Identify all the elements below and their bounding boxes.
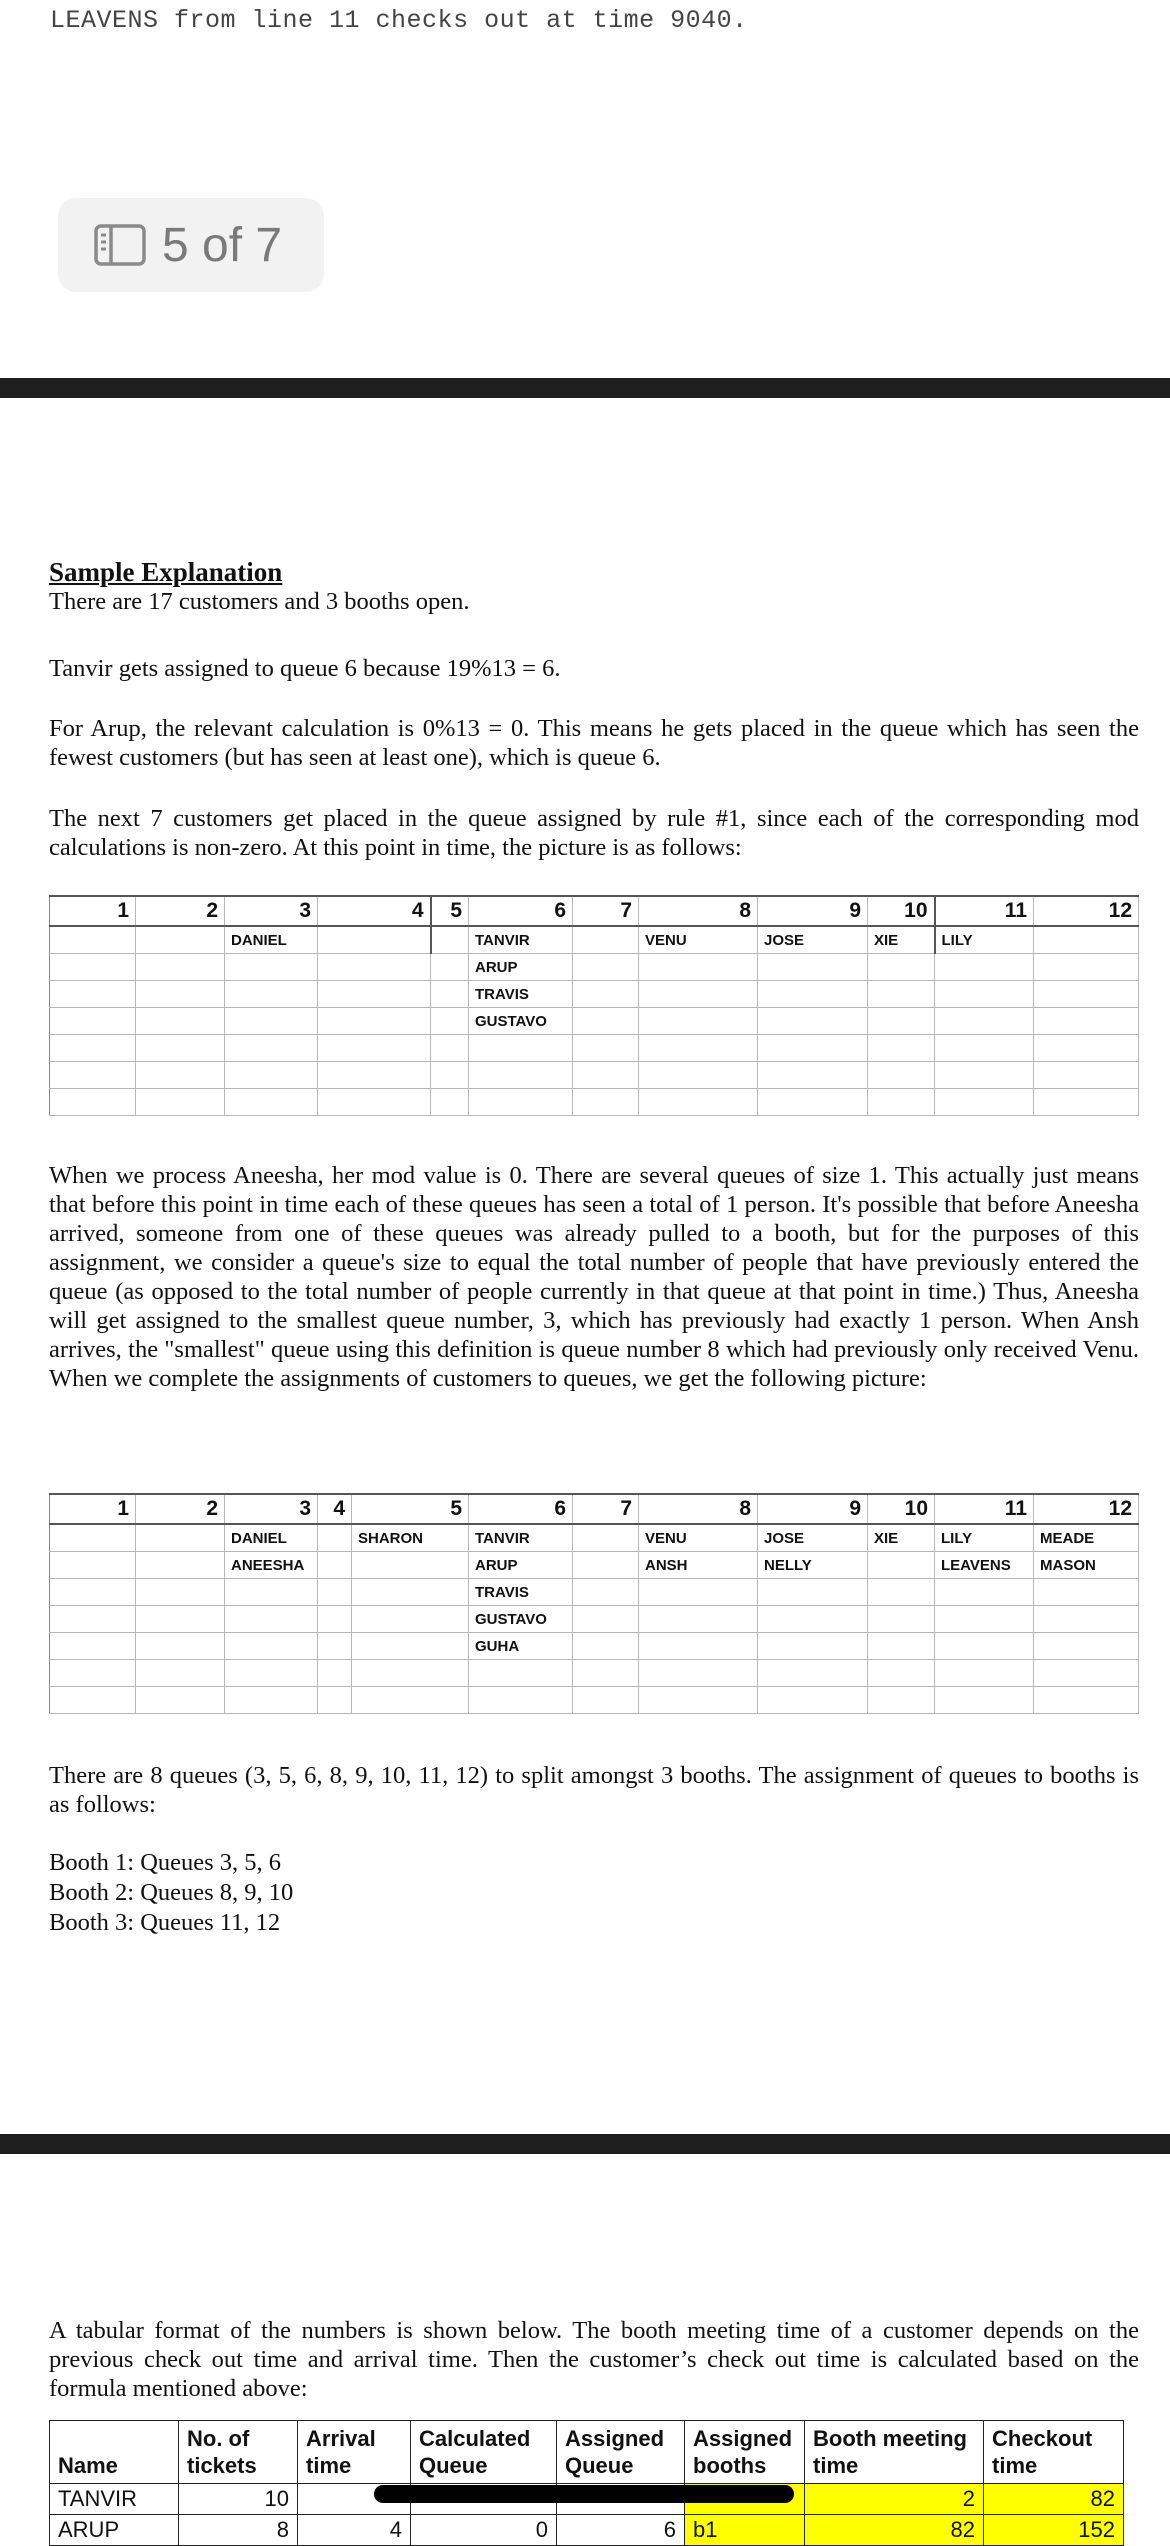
table-row [50,2515,1124,2546]
queue-cell [136,1579,225,1606]
queue-cell [136,1035,225,1062]
queue-cell: MASON [1034,1552,1139,1579]
checkout-summary-table [49,2420,1124,2546]
queue-cell [225,954,318,981]
queue-cell [431,926,469,954]
queue-cell [469,1089,573,1116]
queue-cell [639,981,758,1008]
queue-cell [136,1062,225,1089]
queue-cell [935,1089,1034,1116]
queue-cell [573,1062,639,1089]
queue-number: 10 [868,896,935,926]
cell-arrival: 4 [298,2515,411,2546]
queue-cell [639,1579,758,1606]
header-checkout-time: Checkout time [984,2421,1124,2484]
queue-cell [1034,1660,1139,1687]
header-tickets: No. of tickets [179,2421,298,2484]
queue-cell [573,1633,639,1660]
queue-cell [868,1687,935,1714]
queue-cell [225,1089,318,1116]
queue-cell [1034,1089,1139,1116]
queue-cell [758,1660,868,1687]
queue-cell [573,981,639,1008]
queue-cell: LILY [935,1524,1034,1552]
queue-cell [318,1606,352,1633]
queue-cell [573,926,639,954]
queue-cell [352,1579,469,1606]
top-text-line: LEAVENS from line 11 checks out at time 9040. [50,6,748,35]
queue-cell [1034,1687,1139,1714]
paragraph-aneesha: When we process Aneesha, her mod value is 0. There are several queues of size 1. This actually just means that before this point in time each of these queues has seen a total of 1 person. It's possible that before Aneesha arrived, someone from one of these queues was already pulled to a booth, but for the purposes of this assignment, we consider a queue's size to equal the total number of people that have previously entered the queue (as opposed to the total number of people currently in that queue at that point in time.) Thus, Aneesha will get assigned to the smallest queue number, 3, which has previously had exactly 1 person. When Ansh arrives, the "smallest" queue using this definition is queue number 8 which had previously only received Venu. When we complete the assignments of customers to queues, we get the following picture: [49,1162,1139,1392]
queue-number: 11 [935,896,1034,926]
queue-cell: ARUP [469,1552,573,1579]
queue-number: 11 [935,1494,1034,1524]
queue-cell [573,1008,639,1035]
queue-cell [573,1524,639,1552]
queue-cell [225,1008,318,1035]
queue-cell [136,1606,225,1633]
queue-cell [935,1687,1034,1714]
queue-row [50,954,1139,981]
queue-cell [352,1660,469,1687]
queue-cell [935,1062,1034,1089]
queue-cell [318,1687,352,1714]
cell-checkout-time: 82 [984,2484,1124,2515]
queue-cell [50,981,136,1008]
queue-cell [225,1660,318,1687]
queue-number: 2 [136,896,225,926]
queue-number: 5 [431,896,469,926]
queue-cell: TRAVIS [469,981,573,1008]
header-assigned-queue: Assigned Queue [557,2421,685,2484]
queue-cell [352,1687,469,1714]
booth-assignment-item: Booth 2: Queues 8, 9, 10 [49,1879,294,1906]
redaction-mark [374,2485,794,2503]
queue-cell: GUSTAVO [469,1008,573,1035]
section-heading: Sample Explanation [49,557,283,587]
cell-name: ARUP [50,2515,179,2546]
queue-cell [758,1579,868,1606]
cell-assigned-booth: b1 [685,2515,805,2546]
queue-cell: TANVIR [469,1524,573,1552]
cell-tickets: 10 [179,2484,298,2515]
queue-cell [639,1008,758,1035]
queue-number: 7 [573,896,639,926]
page-divider [0,378,1170,398]
queue-cell: XIE [868,926,935,954]
queue-cell [318,1633,352,1660]
queue-cell [136,1633,225,1660]
queue-cell [573,1687,639,1714]
queue-cell: TRAVIS [469,1579,573,1606]
page-indicator[interactable] [58,198,324,292]
queue-table-complete [49,1493,1139,1714]
queue-number: 1 [50,1494,136,1524]
header-calculated-queue: Calculated Queue [411,2421,557,2484]
queue-cell [1034,1579,1139,1606]
queue-cell [868,1089,935,1116]
queue-cell [318,1008,431,1035]
queue-cell [573,1579,639,1606]
queue-cell [318,1062,431,1089]
queue-number: 8 [639,896,758,926]
queue-cell [136,1552,225,1579]
page-divider [0,2134,1170,2154]
queue-row [50,1633,1139,1660]
queue-row [50,1089,1139,1116]
queue-cell [136,926,225,954]
queue-cell [573,1606,639,1633]
page-indicator-label: 5 of 7 [162,218,283,272]
queue-cell [50,1062,136,1089]
queue-cell [352,1552,469,1579]
queue-cell [431,1062,469,1089]
queue-cell [50,1089,136,1116]
queue-cell [868,1606,935,1633]
queue-cell: JOSE [758,926,868,954]
queue-cell [573,1660,639,1687]
queue-row [50,1035,1139,1062]
queue-cell [136,1687,225,1714]
queue-cell [935,1606,1034,1633]
queue-cell: XIE [868,1524,935,1552]
cell-calculated-queue: 0 [411,2515,557,2546]
queue-cell [136,1089,225,1116]
queue-cell [639,1687,758,1714]
queue-cell [868,1660,935,1687]
cell-meeting-time: 82 [805,2515,984,2546]
queue-cell [1034,1062,1139,1089]
queue-cell [225,1062,318,1089]
queue-cell: DANIEL [225,926,318,954]
queue-row [50,1660,1139,1687]
queue-row [50,1524,1139,1552]
queue-cell [639,1660,758,1687]
header-booth-meeting-time: Booth meeting time [805,2421,984,2484]
queue-cell [225,981,318,1008]
queue-cell [352,1606,469,1633]
queue-cell [639,1606,758,1633]
queue-number: 6 [469,1494,573,1524]
paragraph-queue-split: There are 8 queues (3, 5, 6, 8, 9, 10, 11, 12) to split amongst 3 booths. The assignment of queues to booths is as follows: [49,1762,1139,1818]
queue-cell [352,1633,469,1660]
queue-cell [639,1062,758,1089]
queue-cell [136,954,225,981]
queue-cell [758,1687,868,1714]
cell-checkout-time: 152 [984,2515,1124,2546]
queue-cell [758,954,868,981]
queue-cell [935,1035,1034,1062]
queue-cell [935,954,1034,981]
queue-number: 10 [868,1494,935,1524]
queue-cell [573,1089,639,1116]
booth-assignment-item: Booth 1: Queues 3, 5, 6 [49,1849,282,1876]
queue-number: 6 [469,896,573,926]
header-arrival: Arrival time [298,2421,411,2484]
booth-assignment-item: Booth 3: Queues 11, 12 [49,1909,281,1936]
summary-header-row [50,2421,1124,2484]
queue-cell [758,1089,868,1116]
queue-cell [431,1008,469,1035]
queue-cell [50,1660,136,1687]
queue-cell [1034,981,1139,1008]
queue-cell [758,1008,868,1035]
queue-number: 1 [50,896,136,926]
queue-cell: GUHA [469,1633,573,1660]
queue-number: 9 [758,896,868,926]
queue-cell [318,1552,352,1579]
queue-cell: TANVIR [469,926,573,954]
queue-cell [50,1552,136,1579]
queue-cell [573,954,639,981]
queue-cell [225,1579,318,1606]
queue-cell [136,1660,225,1687]
queue-header-row [50,896,1139,926]
queue-cell [318,981,431,1008]
queue-row [50,1552,1139,1579]
queue-number: 9 [758,1494,868,1524]
queue-cell [431,1089,469,1116]
cell-meeting-time: 2 [805,2484,984,2515]
paragraph-customers: There are 17 customers and 3 booths open. [49,588,470,615]
queue-cell [1034,954,1139,981]
queue-cell [639,954,758,981]
queue-number: 4 [318,896,431,926]
queue-cell [758,1035,868,1062]
queue-cell [1034,1035,1139,1062]
queue-number: 7 [573,1494,639,1524]
queue-number: 2 [136,1494,225,1524]
queue-cell [431,981,469,1008]
queue-cell [136,1008,225,1035]
booth-assignment-list [49,1848,293,1938]
queue-number: 4 [318,1494,352,1524]
queue-cell [868,1008,935,1035]
paragraph-tanvir: Tanvir gets assigned to queue 6 because 19%13 = 6. [49,655,561,682]
queue-cell: GUSTAVO [469,1606,573,1633]
queue-row [50,1062,1139,1089]
queue-cell [573,1552,639,1579]
queue-cell [469,1062,573,1089]
queue-row [50,1687,1139,1714]
queue-cell [758,981,868,1008]
queue-header-row [50,1494,1139,1524]
queue-cell [639,1035,758,1062]
queue-cell [318,954,431,981]
queue-row [50,1579,1139,1606]
queue-table-initial [49,895,1139,1116]
queue-cell: ANSH [639,1552,758,1579]
header-assigned-booths: Assigned booths [685,2421,805,2484]
queue-cell [225,1633,318,1660]
section-explanation [49,558,1139,616]
queue-cell [50,1633,136,1660]
queue-cell [758,1606,868,1633]
queue-row [50,1008,1139,1035]
queue-cell [318,1660,352,1687]
queue-cell: DANIEL [225,1524,318,1552]
paragraph-arup: For Arup, the relevant calculation is 0%13 = 0. This means he gets placed in the queue which has seen the fewest customers (but has seen at least one), which is queue 6. [49,715,1139,771]
queue-cell [318,1524,352,1552]
queue-cell [868,1633,935,1660]
queue-cell [136,1524,225,1552]
queue-cell [225,1687,318,1714]
queue-cell: MEADE [1034,1524,1139,1552]
queue-cell [935,981,1034,1008]
queue-cell: ARUP [469,954,573,981]
queue-cell [469,1035,573,1062]
queue-cell [318,1089,431,1116]
queue-row [50,1606,1139,1633]
queue-cell: LILY [935,926,1034,954]
queue-cell [1034,1008,1139,1035]
queue-cell: LEAVENS [935,1552,1034,1579]
queue-cell [469,1660,573,1687]
queue-cell [935,1660,1034,1687]
queue-cell [639,1633,758,1660]
queue-cell [50,1035,136,1062]
queue-cell: SHARON [352,1524,469,1552]
queue-number: 3 [225,1494,318,1524]
queue-cell [50,1606,136,1633]
queue-cell [318,926,431,954]
queue-cell [868,981,935,1008]
queue-cell [318,1035,431,1062]
queue-cell [868,1552,935,1579]
queue-cell [935,1633,1034,1660]
queue-cell [935,1579,1034,1606]
queue-cell [868,1062,935,1089]
queue-cell [573,1035,639,1062]
sidebar-page-icon [94,224,146,266]
queue-cell [50,1687,136,1714]
queue-cell [318,1579,352,1606]
queue-cell: JOSE [758,1524,868,1552]
queue-cell [431,954,469,981]
queue-cell [1034,1633,1139,1660]
queue-cell [758,1633,868,1660]
queue-cell [868,1579,935,1606]
queue-cell [50,1579,136,1606]
queue-cell: VENU [639,926,758,954]
queue-cell [225,1606,318,1633]
paragraph-tabular-intro: A tabular format of the numbers is shown below. The booth meeting time of a customer depends on the previous check out time and arrival time. Then the customer’s check out time is calculated based on the formula mentioned above: [49,2317,1139,2402]
queue-cell: ANEESHA [225,1552,318,1579]
queue-row [50,981,1139,1008]
queue-cell [868,954,935,981]
queue-cell [758,1062,868,1089]
cell-tickets: 8 [179,2515,298,2546]
queue-cell [1034,1606,1139,1633]
queue-cell [50,1008,136,1035]
queue-cell [935,1008,1034,1035]
cell-name: TANVIR [50,2484,179,2515]
queue-cell [639,1089,758,1116]
queue-cell [50,954,136,981]
queue-number: 8 [639,1494,758,1524]
cell-assigned-queue: 6 [557,2515,685,2546]
queue-cell [431,1035,469,1062]
queue-cell [50,1524,136,1552]
queue-number: 5 [352,1494,469,1524]
header-name: Name [50,2421,179,2484]
queue-cell: VENU [639,1524,758,1552]
queue-cell [225,1035,318,1062]
queue-cell [50,926,136,954]
queue-cell [868,1035,935,1062]
queue-cell [136,981,225,1008]
queue-row [50,926,1139,954]
paragraph-next-customers: The next 7 customers get placed in the queue assigned by rule #1, since each of the corresponding mod calculations is non-zero. At this point in time, the picture is as follows: [49,805,1139,861]
queue-cell [1034,926,1139,954]
queue-number: 12 [1034,1494,1139,1524]
queue-number: 3 [225,896,318,926]
queue-cell: NELLY [758,1552,868,1579]
queue-cell [469,1687,573,1714]
queue-number: 12 [1034,896,1139,926]
